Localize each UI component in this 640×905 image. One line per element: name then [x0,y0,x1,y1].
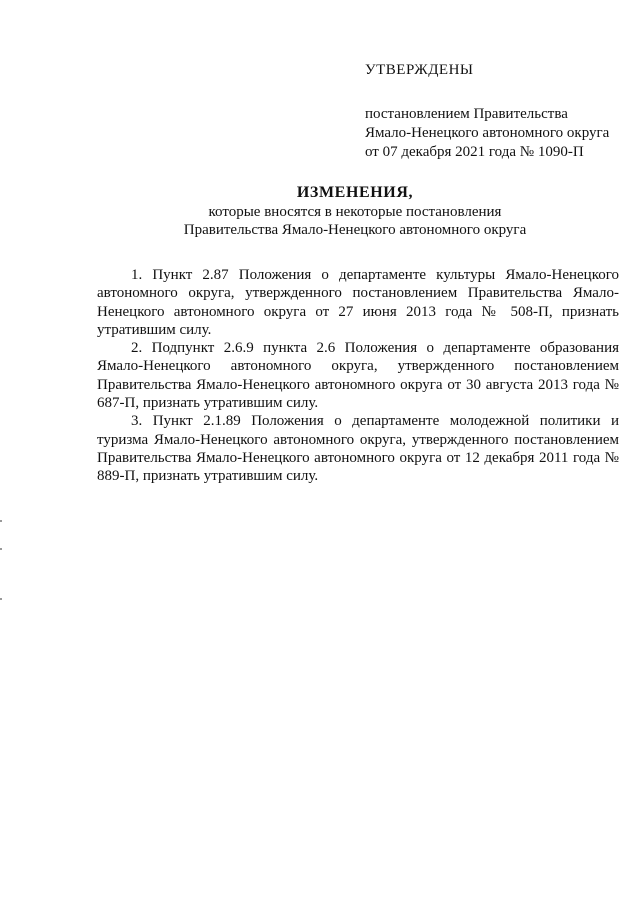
heading-subtitle-line: которые вносятся в некоторые постановления [208,204,502,220]
paragraph-1: 1. Пункт 2.87 Положения о департаменте культуры Ямало-Ненецкого автономного округа, утвержденного постановлением Правительства Ямало-Ненецкого автономного округа от 27 июня 2013 года № 508-П, признать утратившим силу. [97,267,619,338]
document-body [97,266,619,486]
paragraph-3: 3. Пункт 2.1.89 Положения о департаменте молодежной политики и туризма Ямало-Ненецкого автономного округа, утвержденного постановлением Правительства Ямало-Ненецкого автономного округа от 12 декабря 2011 года № 889-П, признать утратившим силу. [97,413,619,485]
approval-line: постановлением Правительства [365,106,568,122]
scan-corner-mark [540,0,640,6]
heading-title: ИЗМЕНЕНИЯ, [296,184,414,201]
paragraph-2: 2. Подпункт 2.6.9 пункта 2.6 Положения о департаменте образования Ямало-Ненецкого автономного округа, утвержденного постановлением Правительства Ямало-Ненецкого автономного округа от 30 августа 2013 года № 687-П, признать утратившим силу. [97,340,619,412]
approval-line: от 07 декабря 2021 года № 1090-П [365,144,584,160]
approval-block [365,62,625,162]
approval-line: Ямало-Ненецкого автономного округа [365,125,610,141]
approval-title: УТВЕРЖДЕНЫ [365,62,474,78]
heading-subtitle-line: Правительства Ямало-Ненецкого автономного округа [183,222,527,238]
document-heading [0,183,640,239]
scan-edge-marks [0,0,4,905]
